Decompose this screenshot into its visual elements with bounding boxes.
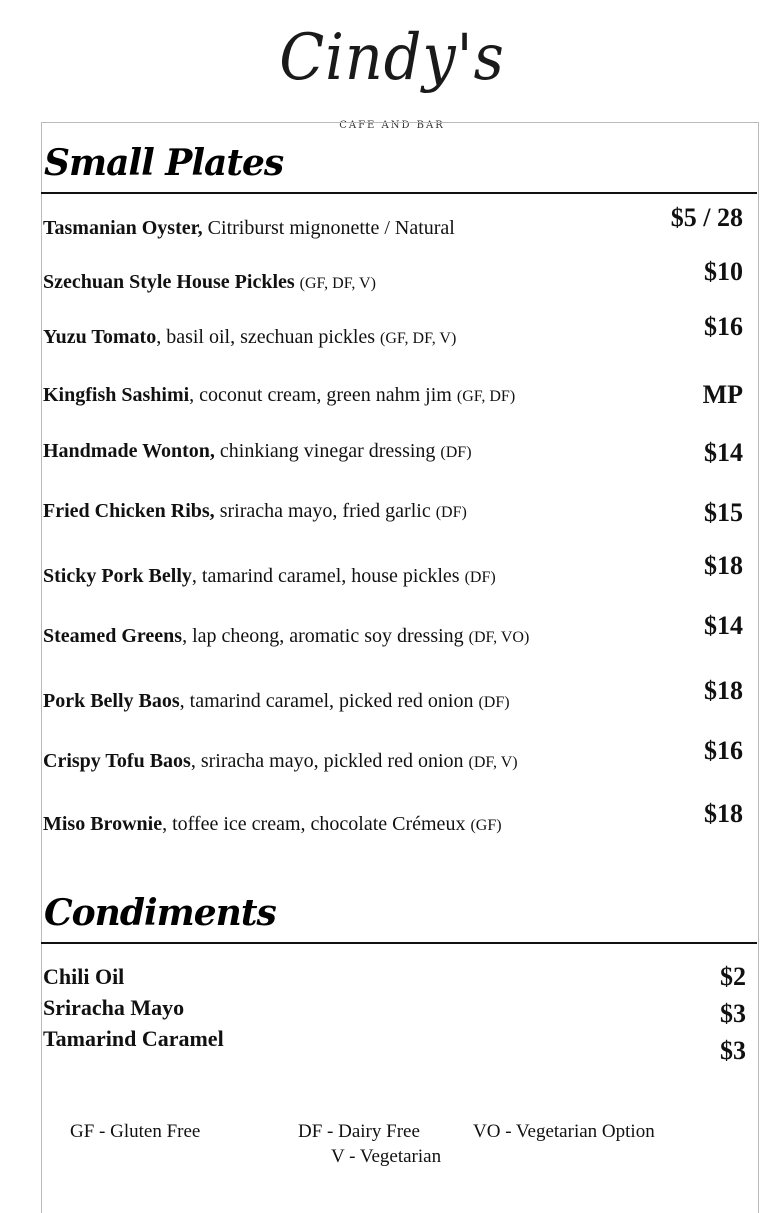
item-dietary-tags: (DF)	[440, 444, 472, 461]
item-description: sriracha mayo, fried garlic	[214, 500, 436, 522]
menu-item	[43, 433, 743, 469]
menu-item	[43, 551, 743, 594]
item-dietary-tags: (DF, V)	[468, 754, 518, 771]
item-name: Handmade Wonton,	[43, 440, 215, 462]
condiment-item: Sriracha Mayo	[43, 995, 185, 1020]
section-divider	[41, 942, 757, 944]
item-price: MP	[702, 380, 743, 409]
item-name: Szechuan Style House Pickles	[43, 271, 295, 293]
item-dietary-tags: (GF, DF, V)	[380, 330, 457, 347]
section-title-condiments: Condiments	[44, 892, 276, 934]
item-dietary-tags: (GF)	[470, 817, 502, 834]
menu-item	[43, 611, 743, 654]
item-name: Sticky Pork Belly	[43, 565, 192, 587]
item-dietary-tags: (DF)	[478, 694, 510, 711]
item-price: $14	[704, 611, 743, 640]
menu-item	[43, 377, 743, 413]
section-divider	[41, 192, 757, 194]
condiment-price: $3	[720, 1036, 746, 1065]
item-name: Miso Brownie	[43, 813, 163, 835]
condiment-item: Tamarind Caramel	[43, 1026, 224, 1051]
menu-item	[43, 203, 743, 246]
item-name: Tasmanian Oyster,	[43, 217, 203, 239]
menu-item	[43, 676, 743, 719]
item-price: $15	[704, 498, 743, 527]
item-description: , basil oil, szechuan pickles	[156, 326, 381, 348]
item-description: , sriracha mayo, pickled red onion	[190, 750, 469, 772]
item-description: , tamarind caramel, house pickles	[191, 565, 465, 587]
menu-item	[43, 257, 743, 300]
item-dietary-tags: (GF, DF)	[456, 388, 516, 405]
menu-item	[43, 736, 743, 779]
logo-name: Cindy's	[279, 21, 505, 95]
legend-gluten-free: GF - Gluten Free	[70, 1121, 201, 1142]
item-price: $18	[704, 676, 743, 705]
item-description: Citriburst mignonette / Natural	[202, 217, 455, 239]
item-description: chinkiang vinegar dressing	[214, 440, 441, 462]
item-description: , coconut cream, green nahm jim	[189, 384, 457, 406]
legend-vegetarian: V - Vegetarian	[331, 1146, 442, 1167]
legend-dairy-free: DF - Dairy Free	[298, 1121, 420, 1142]
menu-item	[43, 799, 743, 842]
item-price: $18	[704, 799, 743, 828]
item-price: $10	[704, 257, 743, 286]
item-description: , tamarind caramel, picked red onion	[179, 690, 479, 712]
logo-subtitle: CAFE AND BAR	[339, 120, 445, 131]
item-dietary-tags: (GF, DF, V)	[299, 275, 376, 292]
item-name: Crispy Tofu Baos	[43, 750, 191, 772]
item-name: Yuzu Tomato	[43, 326, 157, 348]
menu-item	[43, 312, 743, 355]
item-price: $16	[704, 312, 743, 341]
condiment-price: $3	[720, 999, 746, 1028]
legend-vegetarian-option: VO - Vegetarian Option	[473, 1121, 655, 1142]
item-description: , lap cheong, aromatic soy dressing	[182, 625, 469, 647]
item-name: Fried Chicken Ribs,	[43, 500, 215, 522]
item-description: , toffee ice cream, chocolate Crémeux	[162, 813, 471, 835]
item-name: Pork Belly Baos	[43, 690, 180, 712]
item-dietary-tags: (DF)	[435, 504, 467, 521]
item-price: $16	[704, 736, 743, 765]
condiment-price: $2	[720, 962, 746, 991]
item-dietary-tags: (DF, VO)	[468, 629, 530, 646]
item-price: $18	[704, 551, 743, 580]
item-dietary-tags: (DF)	[464, 569, 496, 586]
item-name: Kingfish Sashimi	[43, 384, 190, 406]
section-title-small-plates: Small Plates	[44, 142, 284, 184]
item-name: Steamed Greens	[43, 625, 183, 647]
menu-item	[43, 493, 743, 529]
item-price: $5 / 28	[670, 203, 743, 232]
condiment-item: Chili Oil	[43, 964, 125, 989]
item-price: $14	[704, 438, 743, 467]
logo	[0, 8, 784, 131]
